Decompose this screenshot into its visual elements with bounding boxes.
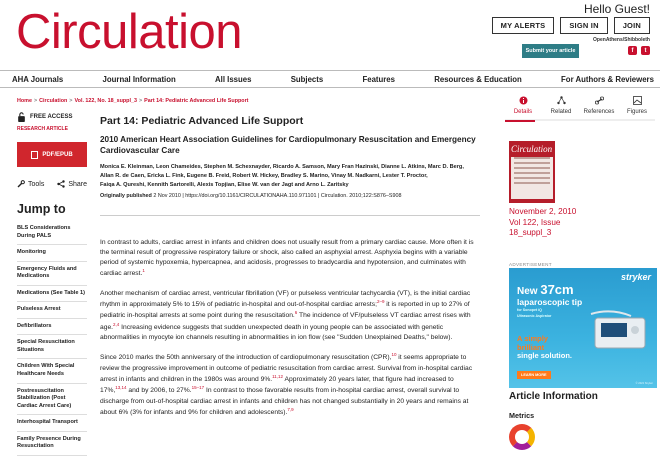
unlock-icon [17,112,26,122]
ref-link[interactable]: 10 [391,352,397,358]
greeting: Hello Guest! [583,2,650,16]
nav-subjects[interactable]: Subjects [290,74,324,84]
p3-text: it seems appropriate to review the progressive improvement in outcome of pediatric resuscitation from cardiac arrest. Survival from in-hospital cardiac arrest in infants and children in the 1980s was around 9%. [100,354,473,384]
ad-headline [517,283,582,319]
active-tab-indicator [505,120,535,122]
nav-all-issues[interactable]: All Issues [215,74,252,84]
breadcrumb-home[interactable]: Home [17,98,32,104]
tab-details[interactable] [505,96,541,115]
jump-link[interactable]: Special Resuscitation Situations [17,335,87,359]
network-icon [557,96,566,105]
divider [100,215,480,216]
ref-link[interactable]: 7,9 [287,407,294,413]
main-nav [0,70,660,88]
link-icon [595,96,604,105]
ref-link[interactable]: 11,12 [272,374,284,380]
share-label: Share [68,180,87,188]
article-information-heading: Article Information [509,391,598,402]
p3-text: In contrast to those favorable results from in-hospital cardiac arrest, overall survival to discharge from out-of-hospital cardiac arrest in infants and children has not changed substantially in 20 years and remains at about 6% (3% for infants and 9% for children and adolescents). [100,387,469,417]
jump-link[interactable]: Monitoring [17,245,87,262]
tab-label: Details [513,109,533,115]
cover-contents [511,157,553,199]
authors-line[interactable]: Monica E. Kleinman, Leon Chameides, Stephen M. Schexnayder, Ricardo A. Samson, Mary Fran Hazinski, Dianne L. Atkins, Marc D. Berg, [100,163,464,170]
nav-aha-journals[interactable]: AHA Journals [12,74,64,84]
journal-logo[interactable]: Circulation [16,5,242,59]
research-article-label: RESEARCH ARTICLE [17,126,68,132]
nav-features[interactable]: Features [362,74,395,84]
tab-figures[interactable] [619,96,655,115]
ad-simply: A simply [517,334,548,343]
jump-to-heading: Jump to [17,202,66,216]
issue-date: November 2, 2010 [509,207,577,216]
p3-text: Since 2010 marks the 50th anniversary of the introduction of cardiopulmonary resuscitation (CPR), [100,354,392,362]
ref-link[interactable]: 15–17 [191,385,205,391]
ad-new: New [517,286,538,297]
pdf-icon [31,151,38,159]
ref-link[interactable]: 2,4 [113,321,120,327]
article-tabs [505,96,655,121]
ad-copyright: © 2022 Stryker [635,382,653,385]
ad-single: single solution. [517,351,573,361]
p3-text: Approximately 20 years later, that figure had increased to 17%, [100,376,454,395]
issue-number: 18_suppl_3 [509,228,552,238]
pdf-label: PDF/EPUB [42,151,73,158]
my-alerts-button[interactable]: MY ALERTS [492,17,555,34]
facebook-icon[interactable]: f [628,46,637,55]
info-icon [519,96,528,105]
jump-link[interactable]: Emergency Fluids and Medications [17,262,87,286]
issue-volume: Vol 122, Issue [509,217,561,227]
p3-text: and by 2006, to 27%. [126,387,192,395]
join-button[interactable]: JOIN [614,17,650,34]
share-icon [57,180,65,188]
p2-text: Increasing evidence suggests that sudden unexpected death in young people can be associated with genetic abnormalities in myocyte ion channels resulting in abnormalities in ion flow (see "Sudden Unexplained Deaths," below). [100,324,453,342]
authors-line[interactable]: Allan R. de Caen, Ericka L. Fink, Eugene B. Freid, Robert W. Hickey, Bradley S. Marino, Vinay M. Nadkarni, Lester T. Proctor, [100,172,428,179]
site-header [0,0,660,68]
device-image [591,308,649,352]
tab-references[interactable] [581,96,617,115]
tab-related[interactable] [543,96,579,115]
openathens-link[interactable]: OpenAthens/Shibboleth [593,37,650,43]
pub-prefix: Originally published [100,192,152,199]
tools-button[interactable] [17,180,44,188]
social-links [628,46,650,55]
ref-link[interactable]: 1 [142,268,145,274]
free-access-row [17,112,87,122]
ad-tagline [517,335,572,361]
sign-in-button[interactable]: SIGN IN [560,17,607,34]
nav-resources-education[interactable]: Resources & Education [434,74,522,84]
publication-info [100,193,480,199]
learn-more-button[interactable]: LEARN MORE [517,371,551,379]
issue-info[interactable] [509,207,609,239]
jump-link[interactable]: Family Presence During Resuscitation [17,432,87,456]
ad-37cm: 37cm [540,282,574,297]
image-icon [633,96,642,105]
p2-text: it is reported in up to 27% of pediatric in-hospital arrests at some point during the resuscitation. [100,301,470,320]
ad-lap2: for Sonopet iQ [517,308,542,313]
article-title: Part 14: Pediatric Advanced Life Support [100,115,304,127]
metrics-heading: Metrics [509,411,535,420]
p1-text: In contrast to adults, cardiac arrest in infants and children does not usually result from a primary cardiac cause. More often it is the terminal result of progressive respiratory failure or shock, also called an asphyxial arrest. Asphyxia begins with a variable period of systemic hypoxemia, hypercapnea, and acidosis, progresses to bradycardia and hypotension, and culminates with cardiac arrest. [100,238,474,278]
tab-label: References [583,109,615,115]
account-buttons [492,17,650,34]
ad-lap1: laparoscopic tip [517,296,583,307]
ref-link[interactable]: 13,14 [115,385,127,391]
paragraph-1 [100,238,480,280]
tab-label: Figures [626,109,647,115]
breadcrumb: Home > Circulation > Vol. 122, No. 18_suppl_3 > Part 14: Pediatric Advanced Life Support [17,98,249,104]
jump-link[interactable]: Interhospital Transport [17,415,87,432]
jump-link[interactable]: Children With Special Healthcare Needs [17,359,87,383]
ad-brand: stryker [620,272,651,282]
pdf-epub-button[interactable] [17,142,87,167]
twitter-icon[interactable]: t [641,46,650,55]
altmetric-badge[interactable] [509,424,535,450]
jump-link[interactable]: Defibrillators [17,319,87,336]
tools-share-row [17,180,87,188]
ad-brilliant: brilliant [517,342,545,352]
issue-cover[interactable] [509,141,555,203]
jump-link[interactable]: BLS Considerations During PALS [17,221,87,245]
pub-details: 2 Nov 2010 | https://doi.org/10.1161/CIRCULATIONAHA.110.971101 | Circulation. 2010;122:S876–S908 [153,192,402,199]
author-list [100,163,480,190]
jump-link[interactable]: Pulseless Arrest [17,302,87,319]
free-access-label: FREE ACCESS [30,114,73,120]
jump-link[interactable]: Postresuscitation Stabilization (Post Cardiac Arrest Care) [17,384,87,416]
nav-authors-reviewers[interactable]: For Authors & Reviewers [561,74,654,84]
breadcrumb-journal[interactable]: Circulation [39,98,68,104]
ref-link[interactable]: 2–9 [376,298,385,304]
advertisement-banner[interactable] [509,268,657,388]
authors-line[interactable]: Faiqa A. Qureshi, Kennith Sartorelli, Alexis Topjian, Elise W. van der Jagt and Arno L. Zaritsky [100,181,349,188]
article-subtitle: 2010 American Heart Association Guidelines for Cardiopulmonary Resuscitation and Emergency Cardiovascular Care [100,135,476,156]
tab-label: Related [550,109,572,115]
paragraph-3 [100,352,480,418]
paragraph-2 [100,289,480,344]
jump-to-list [17,221,87,456]
wrench-icon [17,180,25,188]
jump-link[interactable]: Medications (See Table 1) [17,286,87,303]
submit-article-button[interactable]: Submit your article [522,44,579,58]
breadcrumb-issue[interactable]: Vol. 122, No. 18_suppl_3 [74,98,137,104]
p2-text: The incidence of VF/pulseless VT cardiac arrest rises with age. [100,312,471,332]
breadcrumb-current: Part 14: Pediatric Advanced Life Support [144,98,249,104]
tools-label: Tools [28,180,45,188]
nav-journal-information[interactable]: Journal Information [102,74,176,84]
ref-link[interactable]: 6 [294,310,298,316]
article-main [100,115,480,418]
advertisement-label: ADVERTISEMENT [509,262,552,267]
cover-title: Circulation [511,144,553,154]
p2-text: Another mechanism of cardiac arrest, ventricular fibrillation (VF) or pulseless ventricular tachycardia (VT), is the initial cardiac rhythm in approximately 5% to 15% of pediatric in-hospital and out-of-hospital cardiac arrests; [100,289,471,309]
share-button[interactable] [57,180,87,188]
ad-small: Ultrasonic Aspirator [517,314,552,319]
left-sidebar [17,112,87,456]
